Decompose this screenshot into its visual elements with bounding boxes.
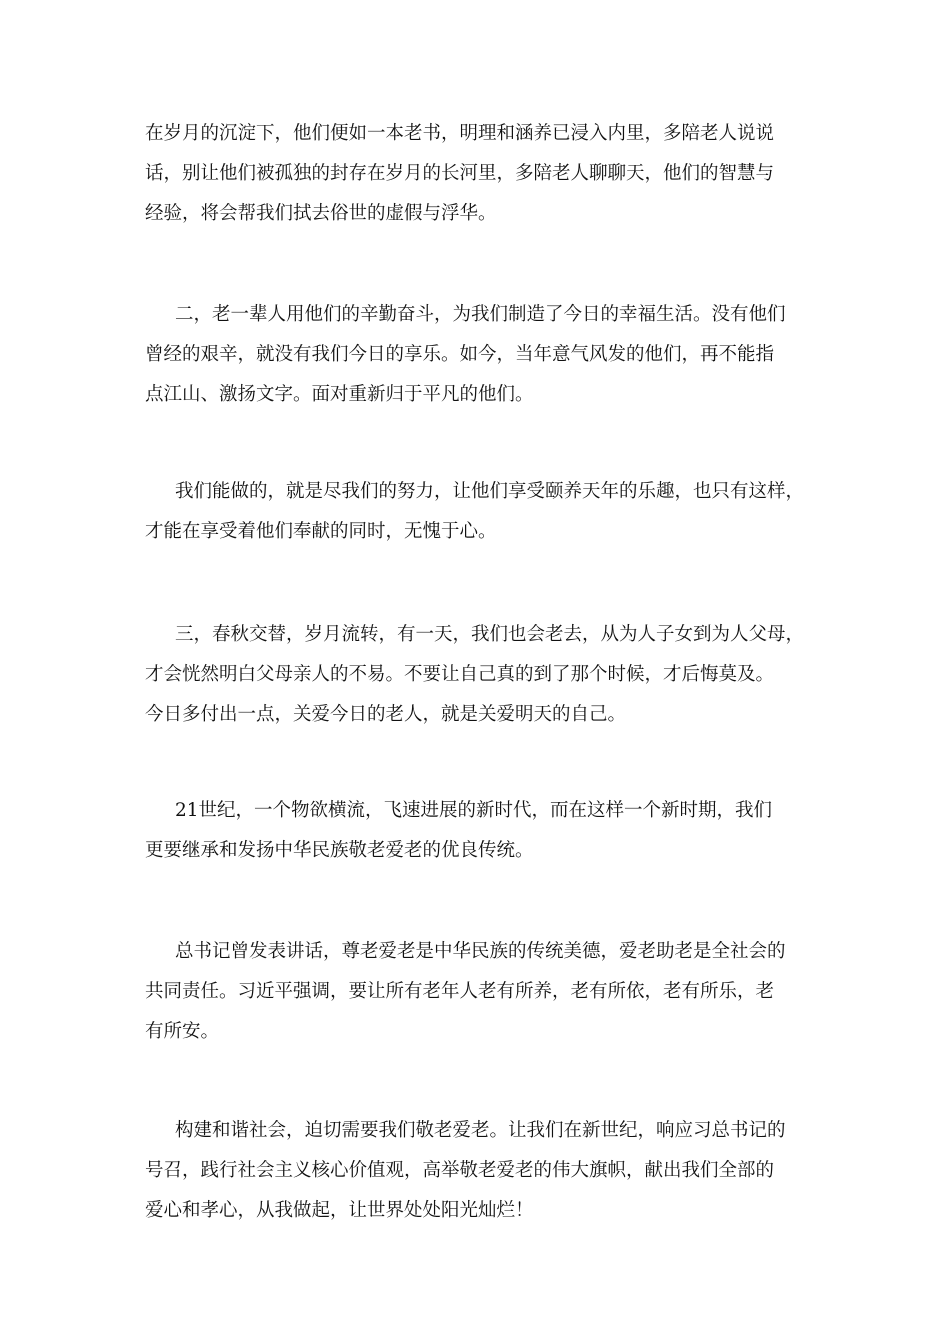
text-line: 有所安。 [145, 1021, 220, 1042]
paragraph-harmonious-society [145, 1111, 817, 1231]
paragraph-reflection [145, 114, 817, 234]
text-line: 构建和谐社会，迫切需要我们敬老爱老。让我们在新世纪，响应习总书记的 [175, 1120, 786, 1141]
text-line: 总书记曾发表讲话，尊老爱老是中华民族的传统美德，爱老助老是全社会的 [175, 941, 786, 962]
text-line: 更要继承和发扬中华民族敬老爱老的优良传统。 [145, 840, 534, 861]
text-line: 话，别让他们被孤独的封存在岁月的长河里，多陪老人聊聊天，他们的智慧与 [145, 163, 775, 184]
paragraph-point-three [145, 615, 817, 735]
paragraph-21st-century [145, 791, 817, 871]
text-line: 今日多付出一点，关爱今日的老人，就是关爱明天的自己。 [145, 704, 627, 725]
text-line: 才会恍然明白父母亲人的不易。不要让自己真的到了那个时候，才后悔莫及。 [145, 664, 775, 685]
text-line: 共同责任。习近平强调，要让所有老年人老有所养，老有所依，老有所乐，老 [145, 981, 775, 1002]
text-line: 我们能做的，就是尽我们的努力，让他们享受颐养天年的乐趣，也只有这样， [175, 481, 805, 502]
text-line: 曾经的艰辛，就没有我们今日的享乐。如今，当年意气风发的他们，再不能指 [145, 344, 775, 365]
text-line: 二，老一辈人用他们的辛勤奋斗，为我们制造了今日的幸福生活。没有他们 [175, 304, 786, 325]
text-line: 21世纪，一个物欲横流，飞速进展的新时代，而在这样一个新时期，我们 [175, 800, 773, 821]
text-line: 号召，践行社会主义核心价值观，高举敬老爱老的伟大旗帜，献出我们全部的 [145, 1160, 775, 1181]
text-line: 在岁月的沉淀下，他们便如一本老书，明理和涵养已浸入内里，多陪老人说说 [145, 123, 775, 144]
text-line: 三，春秋交替，岁月流转，有一天，我们也会老去，从为人子女到为人父母， [175, 624, 805, 645]
paragraph-what-we-can-do [145, 472, 817, 552]
text-line: 才能在享受着他们奉献的同时，无愧于心。 [145, 521, 497, 542]
paragraph-speech [145, 932, 817, 1052]
text-line: 点江山、激扬文字。面对重新归于平凡的他们。 [145, 384, 534, 405]
text-line: 爱心和孝心，从我做起，让世界处处阳光灿烂！ [145, 1200, 534, 1221]
paragraph-point-two [145, 295, 817, 415]
text-line: 经验，将会帮我们拭去俗世的虚假与浮华。 [145, 203, 497, 224]
